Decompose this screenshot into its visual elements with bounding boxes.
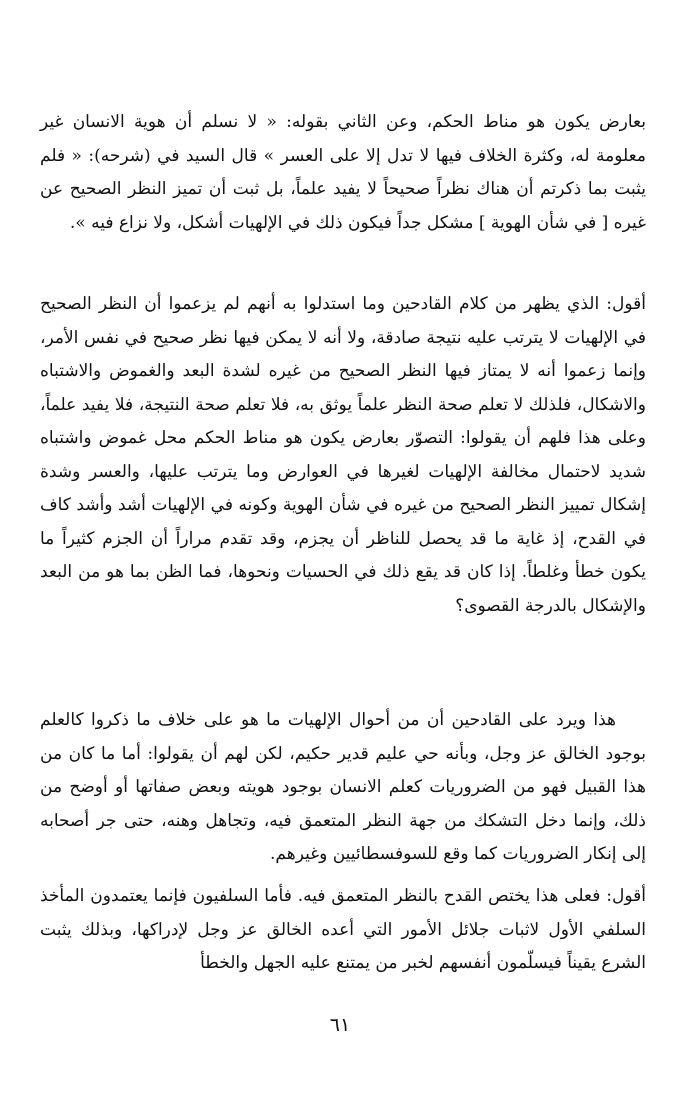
paragraph-2 bbox=[40, 288, 646, 623]
page-number: ٦١ bbox=[329, 1014, 351, 1036]
paragraph-text: بعارض يكون هو مناط الحكم، وعن الثاني بقوله: « لا نسلم أن هوية الانسان غير معلومة له، وكثرة الخلاف فيها لا تدل إلا على العسر » قال السيد في (شرحه): « فلم يثبت بما ذكرتم أن هناك نظراً صحيحاً لا يفيد علماً، بل ثبت أن تميز النظر الصحيح عن غيره [ في شأن الهوية ] مشكل جداً فيكون ذلك في الإلهيات أشكل، ولا نزاع فيه ». bbox=[40, 112, 646, 233]
paragraph-text: أقول: فعلى هذا يختص القدح بالنظر المتعمق فيه. فأما السلفيون فإنما يعتمدون المأخذ السلفي الأول لاثبات جلائل الأمور التي أعده الخالق عز وجل لإدراكها، وبذلك يثبت الشرع يقيناً فيسلّمون أنفسهم لخبر من يمتنع عليه الجهل والخطأ bbox=[40, 886, 646, 973]
paragraph-3 bbox=[40, 704, 646, 872]
paragraph-text: أقول: الذي يظهر من كلام القادحين وما استدلوا به أنهم لم يزعموا أن النظر الصحيح في الإلهيات لا يترتب عليه نتيجة صادقة، ولا أنه لا يمكن فيها نظر صحيح في نفس الأمر، وإنما زعموا أنه لا يمتاز فيها النظر الصحيح من غيره لشدة البعد والغموض والاشتباه والاشكال، فلذلك لا تعلم صحة النظر علماً يوثق به، فلا تعلم صحة النتيجة، فلا يفيد علماً، وعلى هذا فلهم أن يقولوا: التصوّر بعارض يكون هو مناط الحكم محل غموض واشتباه شديد لاحتمال مخالفة الإلهيات لغيرها في العوارض وما يترتب عليها، والعسر وشدة إشكال تمييز النظر الصحيح من غيره في شأن الهوية وكونه في الإلهيات أشد وأشد كاف في القدح، إذ غاية ما قد يحصل للناظر أن يجزم، وقد تقدم مراراً أن الجزم كثيراً ما يكون خطأ وغلطاً. إذا كان قد يقع ذلك في الحسيات ونحوها، فما الظن بما هو من البعد والإشكال بالدرجة القصوى؟ bbox=[40, 294, 646, 616]
paragraph-4 bbox=[40, 880, 646, 981]
paragraph-text: هذا ويرد على القادحين أن من أحوال الإلهيات ما هو على خلاف ما ذكروا كالعلم بوجود الخالق عز وجل، وبأنه حي عليم قدير حكيم، لكن لهم أن يقولوا: أما ما كان من هذا القبيل فهو من الضروريات كعلم الانسان بوجود هويته وبعض صفاتها أو أوضح من ذلك، وإنما دخل التشكك من جهة النظر المتعمق فيه، وتجاهل وهنه، حتى جر أصحابه إلى إنكار الضروريات كما وقع للسوفسطائيين وغيرهم. bbox=[40, 710, 646, 864]
paragraph-1 bbox=[40, 106, 646, 240]
